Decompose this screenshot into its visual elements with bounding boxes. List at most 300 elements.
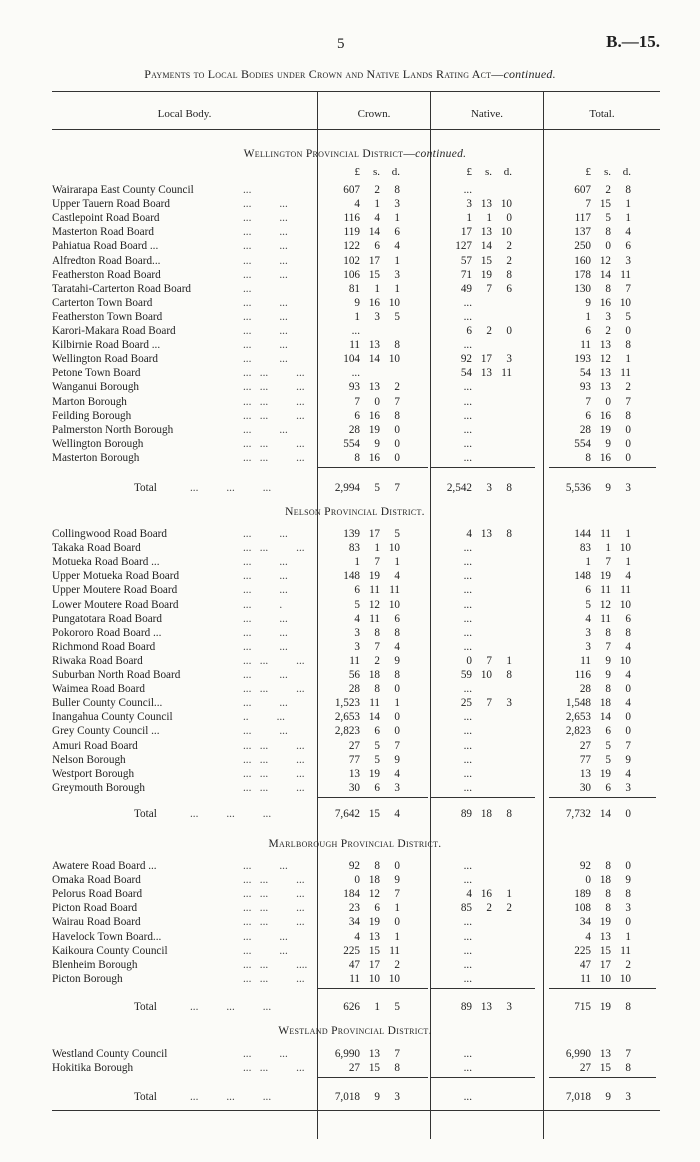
native-amount-pence: 10 <box>500 198 512 210</box>
total-amount-shillings: 15 <box>599 1062 611 1074</box>
total-amount-pounds: 47 <box>579 959 591 971</box>
leader-dots: ... ... ... <box>243 782 305 794</box>
total-amount-pence: 7 <box>625 1048 631 1060</box>
table-row <box>0 380 700 394</box>
crown-amount-pence: 5 <box>394 528 400 540</box>
total-amount-pence: 9 <box>625 874 631 886</box>
local-body-name: Kaikoura County Council <box>52 945 168 957</box>
crown-amount-shillings: 2 <box>374 184 380 196</box>
crown-amount-pounds: 2,823 <box>334 725 360 737</box>
crown-amount-pounds: 1 <box>354 556 360 568</box>
local-body-name: Palmerston North Borough <box>52 424 174 436</box>
total-amount-shillings: 15 <box>599 198 611 210</box>
total-amount-pence: 8 <box>625 1062 631 1074</box>
crown-amount-pence: 7 <box>394 740 400 752</box>
leader-dots: ... ... <box>243 255 288 267</box>
native-amount-pounds: ... <box>463 1091 472 1103</box>
leader-dots: ... ... <box>243 669 288 681</box>
table-row <box>0 296 700 310</box>
native-amount-pence: 8 <box>506 269 512 281</box>
crown-amount-pounds: ... <box>351 367 360 379</box>
crown-amount-pounds: 9 <box>354 297 360 309</box>
native-amount-pounds: ... <box>463 556 472 568</box>
local-body-name: Lower Moutere Road Board <box>52 599 179 611</box>
total-amount-pence: 0 <box>625 808 631 820</box>
native-amount-pounds: 71 <box>460 269 472 281</box>
crown-amount-pounds: 122 <box>343 240 360 252</box>
total-amount-pounds: 7,018 <box>565 1091 591 1103</box>
crown-amount-pounds: 119 <box>343 226 360 238</box>
total-amount-pounds: 7,732 <box>565 808 591 820</box>
native-amount-pence: 3 <box>506 1001 512 1013</box>
total-amount-pounds: 6 <box>585 325 591 337</box>
subtotal-rule <box>549 1077 656 1078</box>
page-number: 5 <box>337 36 345 52</box>
native-amount-pence: 2 <box>506 255 512 267</box>
currency-units <box>434 166 530 180</box>
native-amount-pence: 8 <box>506 669 512 681</box>
total-amount-pounds: 5 <box>585 599 591 611</box>
crown-amount-shillings: 5 <box>374 740 380 752</box>
table-bottom-rule <box>52 1110 660 1111</box>
total-amount-pence: 3 <box>625 255 631 267</box>
total-amount-pence: 4 <box>625 641 631 653</box>
title-text: Payments to Local Bodies under Crown and Native Lands Rating Act— <box>144 67 504 81</box>
crown-amount-pence: 9 <box>394 754 400 766</box>
leader-dots: ... ... ... <box>243 740 305 752</box>
native-amount-pounds: ... <box>463 874 472 886</box>
table-row <box>0 268 700 282</box>
total-amount-pence: 10 <box>619 542 631 554</box>
crown-amount-pounds: 8 <box>354 452 360 464</box>
total-amount-pence: 8 <box>625 1001 631 1013</box>
total-amount-pounds: 0 <box>585 874 591 886</box>
currency-units-pence: d. <box>503 166 512 178</box>
crown-amount-pounds: 7 <box>354 396 360 408</box>
total-amount-pounds: 189 <box>574 888 591 900</box>
local-body-name: Wairarapa East County Council <box>52 184 194 196</box>
crown-amount-pence: 3 <box>394 782 400 794</box>
crown-amount-shillings: 12 <box>368 599 380 611</box>
crown-amount-shillings: 19 <box>368 570 380 582</box>
native-amount-shillings: 2 <box>486 902 492 914</box>
native-amount-pence: 2 <box>506 902 512 914</box>
native-amount-pence: 3 <box>506 697 512 709</box>
table-row <box>0 944 700 958</box>
crown-amount-pounds: 7,018 <box>334 1091 360 1103</box>
local-body-name: Picton Road Board <box>52 902 138 914</box>
native-amount-pounds: ... <box>463 613 472 625</box>
table-row <box>0 527 700 541</box>
native-amount-pounds: 89 <box>460 1001 472 1013</box>
native-amount-pounds: ... <box>463 184 472 196</box>
table-row <box>0 338 700 352</box>
local-body-name: Masterton Borough <box>52 452 140 464</box>
subtotal-rule <box>549 797 656 798</box>
local-body-name: Omaka Road Board <box>52 874 141 886</box>
crown-amount-pounds: 11 <box>349 655 360 667</box>
total-amount-shillings: 9 <box>605 655 611 667</box>
total-amount-shillings: 16 <box>599 452 611 464</box>
subtotal-rule <box>318 467 428 468</box>
currency-units <box>322 166 418 180</box>
total-amount-pence: 6 <box>625 613 631 625</box>
leader-dots: ... ... ... <box>243 367 305 379</box>
total-amount-pounds: 4 <box>585 931 591 943</box>
total-amount-shillings: 19 <box>599 1001 611 1013</box>
crown-amount-pence: 8 <box>394 184 400 196</box>
total-amount-shillings: 5 <box>605 740 611 752</box>
total-amount-pounds: 93 <box>579 381 591 393</box>
crown-amount-pounds: 11 <box>349 339 360 351</box>
total-amount-shillings: 18 <box>599 874 611 886</box>
native-amount-pounds: ... <box>463 339 472 351</box>
header-bottom-rule <box>52 129 660 130</box>
total-amount-shillings: 7 <box>605 556 611 568</box>
leader-dots: ... <box>243 283 252 295</box>
table-row <box>0 239 700 253</box>
column-header-total: Total. <box>589 108 615 120</box>
total-amount-shillings: 10 <box>599 973 611 985</box>
native-amount-pence: 11 <box>501 367 512 379</box>
crown-amount-shillings: 1 <box>374 283 380 295</box>
native-amount-pounds: ... <box>463 381 472 393</box>
total-amount-shillings: 9 <box>605 669 611 681</box>
total-row <box>0 1000 700 1014</box>
total-amount-shillings: 15 <box>599 945 611 957</box>
native-amount-pence: 8 <box>506 482 512 494</box>
native-amount-pence: 0 <box>506 325 512 337</box>
leader-dots: ... ... <box>243 584 288 596</box>
native-amount-pounds: ... <box>463 627 472 639</box>
table-row <box>0 873 700 887</box>
total-amount-pence: 0 <box>625 860 631 872</box>
native-amount-shillings: 15 <box>480 255 492 267</box>
native-amount-pounds: 25 <box>460 697 472 709</box>
native-amount-pounds: 4 <box>466 888 472 900</box>
leader-dots: ... ... ... <box>243 888 305 900</box>
column-header-crown: Crown. <box>357 108 391 120</box>
native-amount-pounds: ... <box>463 410 472 422</box>
crown-amount-pounds: 554 <box>343 438 360 450</box>
total-amount-pounds: 225 <box>574 945 591 957</box>
local-body-name: Pahiatua Road Board ... <box>52 240 159 252</box>
crown-amount-pence: 6 <box>394 613 400 625</box>
local-body-name: Upper Tauern Road Board <box>52 198 170 210</box>
table-row <box>0 555 700 569</box>
total-row <box>0 807 700 821</box>
native-amount-pounds: 127 <box>455 240 472 252</box>
crown-amount-pence: 0 <box>394 424 400 436</box>
crown-amount-pounds: 11 <box>349 973 360 985</box>
total-amount-pounds: 13 <box>579 768 591 780</box>
crown-amount-shillings: 13 <box>368 339 380 351</box>
table-row <box>0 696 700 710</box>
crown-amount-pounds: 6,990 <box>334 1048 360 1060</box>
total-amount-shillings: 6 <box>605 782 611 794</box>
crown-amount-shillings: 16 <box>368 410 380 422</box>
local-body-name: Blenheim Borough <box>52 959 138 971</box>
crown-amount-pounds: 28 <box>348 683 360 695</box>
local-body-name: Havelock Town Board... <box>52 931 162 943</box>
crown-amount-pounds: 2,653 <box>334 711 360 723</box>
crown-amount-pounds: 23 <box>348 902 360 914</box>
native-amount-pounds: ... <box>463 860 472 872</box>
crown-amount-pounds: 83 <box>348 542 360 554</box>
total-amount-pounds: 117 <box>574 212 591 224</box>
crown-amount-pounds: 30 <box>348 782 360 794</box>
native-amount-pounds: ... <box>463 452 472 464</box>
total-amount-pence: 9 <box>625 754 631 766</box>
currency-units-shillings: s. <box>603 166 611 178</box>
native-amount-shillings: 1 <box>486 212 492 224</box>
total-amount-shillings: 2 <box>605 325 611 337</box>
crown-amount-pounds: 6 <box>354 584 360 596</box>
native-amount-pounds: ... <box>463 711 472 723</box>
leader-dots: ... ... ... <box>243 683 305 695</box>
crown-amount-shillings: 13 <box>368 1048 380 1060</box>
native-amount-shillings: 7 <box>486 655 492 667</box>
total-label: Total <box>134 1001 157 1013</box>
crown-amount-pence: 1 <box>394 697 400 709</box>
table-row <box>0 211 700 225</box>
total-amount-shillings: 8 <box>605 902 611 914</box>
local-body-name: Westport Borough <box>52 768 135 780</box>
table-row <box>0 225 700 239</box>
total-amount-pounds: 2,823 <box>565 725 591 737</box>
currency-units-pence: d. <box>622 166 631 178</box>
leader-dots: ... ... <box>243 725 288 737</box>
native-amount-shillings: 13 <box>480 367 492 379</box>
local-body-name: Petone Town Board <box>52 367 141 379</box>
native-amount-pounds: 4 <box>466 528 472 540</box>
total-amount-shillings: 2 <box>605 184 611 196</box>
subtotal-rule <box>430 467 535 468</box>
crown-amount-pounds: 81 <box>348 283 360 295</box>
crown-amount-pounds: 27 <box>348 740 360 752</box>
crown-amount-shillings: 13 <box>368 381 380 393</box>
crown-amount-pence: 1 <box>394 283 400 295</box>
native-amount-pounds: ... <box>463 424 472 436</box>
native-amount-shillings: 14 <box>480 240 492 252</box>
total-amount-pounds: 11 <box>580 973 591 985</box>
table-row <box>0 710 700 724</box>
crown-amount-pounds: 5 <box>354 599 360 611</box>
table-row <box>0 640 700 654</box>
total-amount-pence: 0 <box>625 424 631 436</box>
leader-dots: ... ... <box>243 311 288 323</box>
native-amount-pounds: 1 <box>466 212 472 224</box>
section-heading-text: Marlborough Provincial District. <box>268 838 442 850</box>
crown-amount-pounds: 104 <box>343 353 360 365</box>
subtotal-rule <box>430 988 535 989</box>
crown-amount-shillings: 9 <box>374 438 380 450</box>
total-amount-pounds: 8 <box>585 452 591 464</box>
total-amount-shillings: 0 <box>605 240 611 252</box>
crown-amount-pence: 1 <box>394 556 400 568</box>
local-body-name: Featherston Town Board <box>52 311 163 323</box>
crown-amount-shillings: 14 <box>368 226 380 238</box>
table-row <box>0 282 700 296</box>
total-amount-pence: 11 <box>620 367 631 379</box>
currency-units-pounds: £ <box>466 166 472 178</box>
crown-amount-pounds: 139 <box>343 528 360 540</box>
leader-dots: ... ... <box>243 1048 288 1060</box>
total-amount-pounds: 11 <box>580 339 591 351</box>
total-amount-pence: 10 <box>619 599 631 611</box>
local-body-name: Waimea Road Board <box>52 683 145 695</box>
total-amount-pence: 4 <box>625 768 631 780</box>
table-row <box>0 1047 700 1061</box>
native-amount-pence: 1 <box>506 655 512 667</box>
header-top-rule <box>52 91 660 92</box>
native-amount-shillings: 17 <box>480 353 492 365</box>
crown-amount-pence: 0 <box>394 860 400 872</box>
local-body-name: Featherston Road Board <box>52 269 161 281</box>
crown-amount-pence: 8 <box>394 410 400 422</box>
crown-amount-pence: 9 <box>394 874 400 886</box>
local-body-name: Wellington Road Board <box>52 353 158 365</box>
total-amount-pence: 8 <box>625 888 631 900</box>
total-label: Total <box>134 808 157 820</box>
total-amount-pence: 1 <box>625 528 631 540</box>
native-amount-pounds: ... <box>463 1048 472 1060</box>
local-body-name: Alfredton Road Board... <box>52 255 161 267</box>
section-heading <box>50 838 660 850</box>
total-amount-pounds: 554 <box>574 438 591 450</box>
table-row <box>0 366 700 380</box>
section-heading <box>50 1025 660 1037</box>
table-row <box>0 409 700 423</box>
leader-dots: ... ... ... <box>190 1001 272 1013</box>
local-body-name: Suburban North Road Board <box>52 669 181 681</box>
total-amount-pounds: 11 <box>580 655 591 667</box>
leader-dots: ... ... <box>243 556 288 568</box>
crown-amount-pence: 10 <box>388 297 400 309</box>
native-amount-shillings: 2 <box>486 325 492 337</box>
crown-amount-pounds: 6 <box>354 410 360 422</box>
table-row <box>0 1061 700 1075</box>
crown-amount-pence: 0 <box>394 725 400 737</box>
leader-dots: ... ... ... <box>243 916 305 928</box>
native-amount-shillings: 13 <box>480 528 492 540</box>
leader-dots: ... ... <box>243 641 288 653</box>
leader-dots: ... ... <box>243 269 288 281</box>
leader-dots: ... ... ... <box>243 396 305 408</box>
leader-dots: ... ... <box>243 697 288 709</box>
crown-amount-shillings: 15 <box>368 808 380 820</box>
leader-dots: ... ... <box>243 424 288 436</box>
crown-amount-pounds: 0 <box>354 874 360 886</box>
table-row <box>0 972 700 986</box>
leader-dots: ... ... .... <box>243 959 308 971</box>
total-amount-pence: 8 <box>625 339 631 351</box>
crown-amount-pence: 5 <box>394 1001 400 1013</box>
total-amount-shillings: 14 <box>599 711 611 723</box>
total-amount-pounds: 30 <box>579 782 591 794</box>
total-amount-shillings: 9 <box>605 482 611 494</box>
crown-amount-pence: 1 <box>394 255 400 267</box>
crown-amount-shillings: 16 <box>368 297 380 309</box>
total-amount-pence: 1 <box>625 353 631 365</box>
crown-amount-shillings: 7 <box>374 641 380 653</box>
total-amount-shillings: 8 <box>605 226 611 238</box>
total-amount-shillings: 11 <box>600 584 611 596</box>
native-amount-pounds: ... <box>463 973 472 985</box>
leader-dots: ... ... <box>243 931 288 943</box>
native-amount-pounds: ... <box>463 959 472 971</box>
total-amount-pounds: 27 <box>579 740 591 752</box>
crown-amount-pence: 4 <box>394 641 400 653</box>
crown-amount-pence: 7 <box>394 396 400 408</box>
crown-amount-pounds: 116 <box>343 212 360 224</box>
total-amount-shillings: 17 <box>599 959 611 971</box>
crown-amount-pounds: 56 <box>348 669 360 681</box>
total-amount-pence: 2 <box>625 959 631 971</box>
total-amount-pence: 6 <box>625 240 631 252</box>
total-amount-pounds: 92 <box>579 860 591 872</box>
native-amount-pence: 1 <box>506 888 512 900</box>
local-body-name: Pokororo Road Board ... <box>52 627 162 639</box>
crown-amount-pence: 4 <box>394 768 400 780</box>
crown-amount-pounds: 184 <box>343 888 360 900</box>
total-amount-pounds: 7 <box>585 198 591 210</box>
total-amount-pounds: 130 <box>574 283 591 295</box>
local-body-name: Marton Borough <box>52 396 127 408</box>
native-amount-pounds: ... <box>463 570 472 582</box>
crown-amount-shillings: 15 <box>368 269 380 281</box>
section-heading <box>50 148 660 160</box>
crown-amount-pounds: 93 <box>348 381 360 393</box>
native-amount-pounds: ... <box>463 916 472 928</box>
total-amount-pence: 0 <box>625 916 631 928</box>
total-amount-pence: 4 <box>625 570 631 582</box>
native-amount-shillings: 18 <box>480 808 492 820</box>
total-amount-pounds: 108 <box>574 902 591 914</box>
crown-amount-pence: 5 <box>394 311 400 323</box>
table-row <box>0 310 700 324</box>
total-amount-pence: 0 <box>625 725 631 737</box>
crown-amount-pence: 0 <box>394 438 400 450</box>
table-row <box>0 654 700 668</box>
leader-dots: ... ... ... <box>190 808 272 820</box>
total-amount-pence: 5 <box>625 311 631 323</box>
crown-amount-pence: 1 <box>394 902 400 914</box>
crown-amount-pence: 0 <box>394 683 400 695</box>
local-body-name: Awatere Road Board ... <box>52 860 157 872</box>
native-amount-pence: 2 <box>506 240 512 252</box>
total-amount-pounds: 1 <box>585 311 591 323</box>
leader-dots: ... ... ... <box>243 754 305 766</box>
local-body-name: Castlepoint Road Board <box>52 212 160 224</box>
total-amount-pounds: 148 <box>574 570 591 582</box>
total-amount-pounds: 193 <box>574 353 591 365</box>
total-amount-pence: 1 <box>625 212 631 224</box>
total-amount-pounds: 3 <box>585 641 591 653</box>
native-amount-pounds: ... <box>463 782 472 794</box>
crown-amount-shillings: 16 <box>368 452 380 464</box>
crown-amount-pence: 7 <box>394 1048 400 1060</box>
native-amount-pence: 8 <box>506 808 512 820</box>
native-amount-pounds: ... <box>463 725 472 737</box>
leader-dots: ... . <box>243 599 283 611</box>
total-amount-pounds: 178 <box>574 269 591 281</box>
native-amount-shillings: 13 <box>480 1001 492 1013</box>
leader-dots: ... ... ... <box>243 542 305 554</box>
currency-units-pence: d. <box>391 166 400 178</box>
total-amount-pence: 0 <box>625 711 631 723</box>
total-amount-pounds: 7 <box>585 396 591 408</box>
